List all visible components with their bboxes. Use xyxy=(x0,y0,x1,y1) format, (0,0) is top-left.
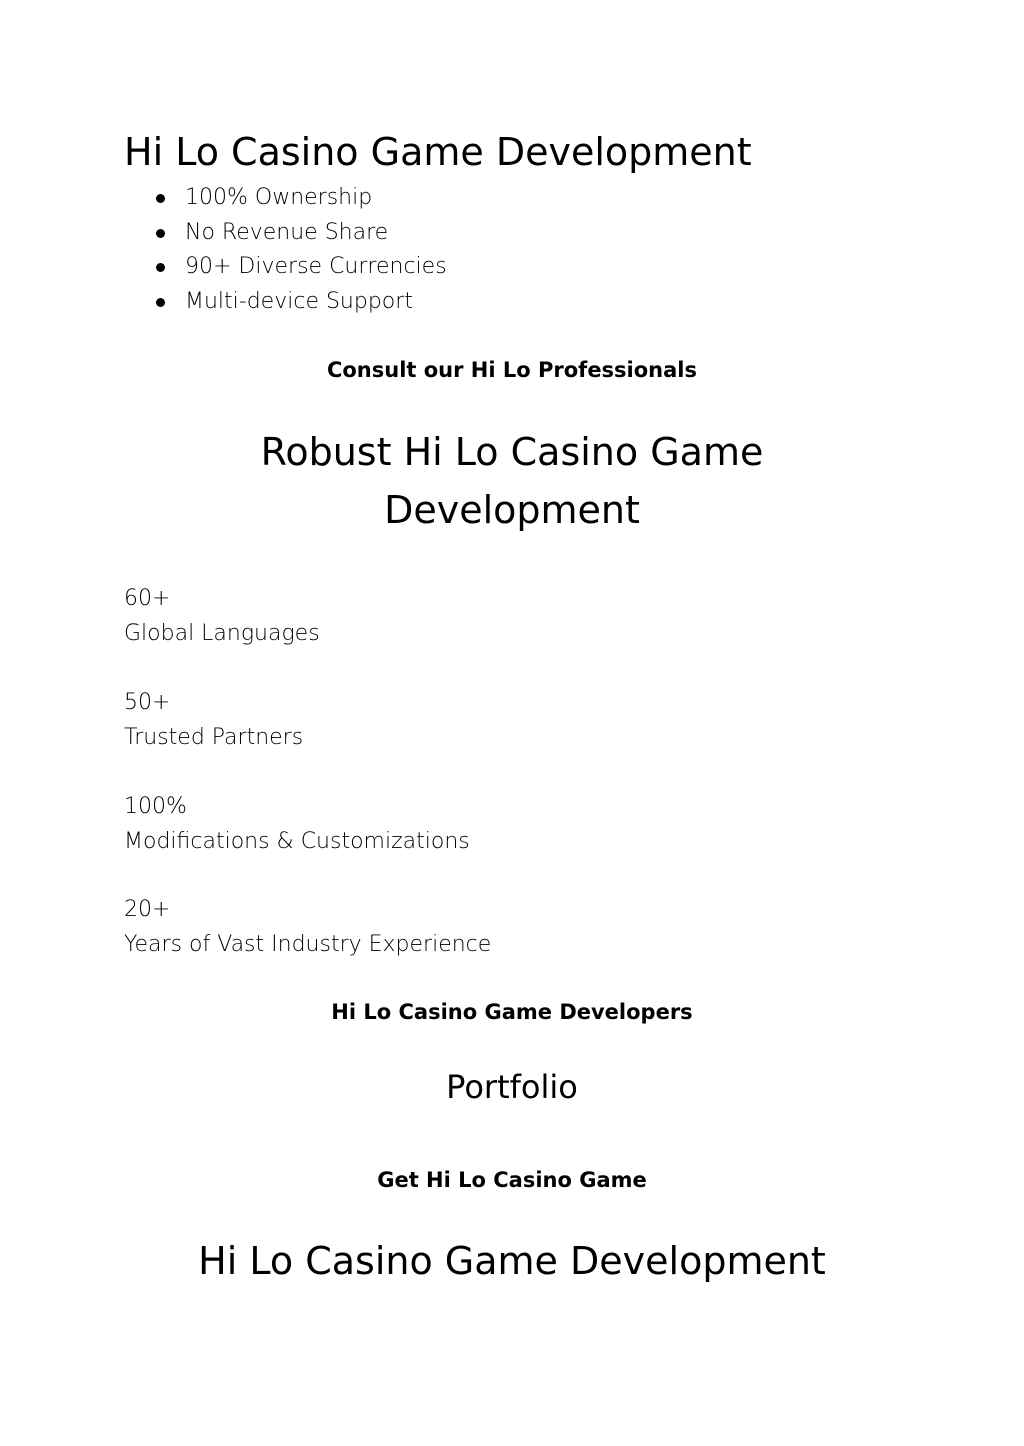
feature-label: 100% Ownership xyxy=(185,185,373,210)
stat-value: 100% xyxy=(124,794,187,819)
get-game-heading: Get Hi Lo Casino Game xyxy=(377,1168,647,1192)
robust-heading-line2: Development xyxy=(384,488,640,532)
page-title: Hi Lo Casino Game Development xyxy=(124,130,752,174)
stat-label: Trusted Partners xyxy=(124,725,304,750)
feature-label: No Revenue Share xyxy=(185,219,389,245)
robust-heading xyxy=(0,423,1024,539)
stat-value: 60+ xyxy=(124,586,171,611)
stat-label: Modifications & Customizations xyxy=(124,829,470,854)
bullet-icon xyxy=(156,229,165,238)
stat-value: 50+ xyxy=(124,690,171,715)
bullet-icon xyxy=(156,263,165,272)
list-item xyxy=(154,181,447,216)
feature-label: Multi-device Support xyxy=(185,288,413,314)
stat-block xyxy=(124,581,320,651)
stat-label: Years of Vast Industry Experience xyxy=(124,932,492,957)
feature-list xyxy=(154,181,447,319)
bullet-icon xyxy=(156,194,165,203)
footer-heading: Hi Lo Casino Game Development xyxy=(198,1239,826,1283)
stat-block xyxy=(124,789,470,859)
bullet-icon xyxy=(156,298,165,307)
stat-block xyxy=(124,685,303,755)
portfolio-heading: Portfolio xyxy=(446,1068,578,1106)
stat-block xyxy=(124,892,491,962)
list-item xyxy=(154,250,447,285)
feature-label: 90+ Diverse Currencies xyxy=(185,254,447,279)
developers-heading: Hi Lo Casino Game Developers xyxy=(331,1000,693,1024)
stat-label: Global Languages xyxy=(124,621,320,646)
list-item xyxy=(154,216,447,251)
list-item xyxy=(154,285,447,320)
robust-heading-line1: Robust Hi Lo Casino Game xyxy=(260,430,764,474)
stat-value: 20+ xyxy=(124,897,171,922)
consult-heading: Consult our Hi Lo Professionals xyxy=(326,358,698,382)
